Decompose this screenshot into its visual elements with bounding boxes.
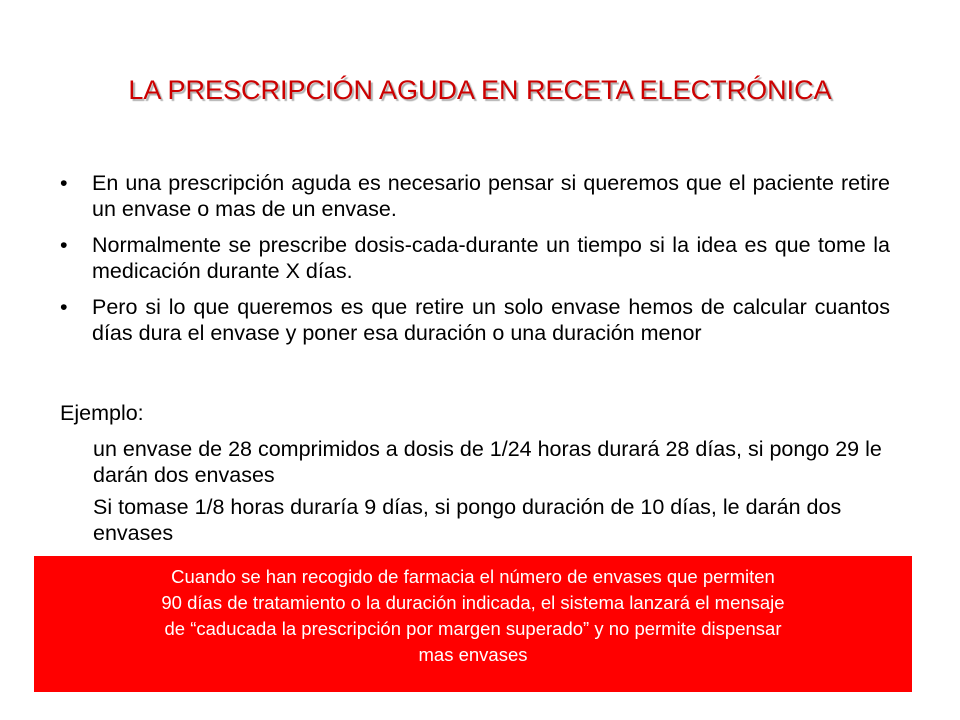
slide-title: LA PRESCRIPCIÓN AGUDA EN RECETA ELECTRÓNICA (128, 75, 832, 105)
bullet-item (60, 294, 890, 346)
bullet-item (60, 170, 890, 222)
alert-line: 90 días de tratamiento o la duración indicada, el sistema lanzará el mensaje (161, 592, 785, 613)
alert-line: mas envases (418, 644, 528, 665)
bullet-text: Normalmente se prescribe dosis-cada-durante un tiempo si la idea es que tome la medicación durante X días. (92, 233, 890, 283)
bullet-item (60, 232, 890, 284)
example-line: un envase de 28 comprimidos a dosis de 1/24 horas durará 28 días, si pongo 29 le darán dos envases (93, 437, 882, 487)
example-line: Si tomase 1/8 horas duraría 9 días, si pongo duración de 10 días, le darán dos envases (93, 495, 842, 545)
bullet-text: En una prescripción aguda es necesario pensar si queremos que el paciente retire un envase o mas de un envase. (92, 171, 890, 221)
bullet-dot: • (60, 295, 68, 319)
bullet-list (60, 170, 890, 356)
example-block (93, 436, 893, 552)
bullet-text: Pero si lo que queremos es que retire un solo envase hemos de calcular cuantos días dura el envase y poner esa duración o una duración menor (92, 295, 890, 345)
alert-box (34, 556, 912, 692)
example-label: Ejemplo: (60, 401, 144, 425)
alert-line: Cuando se han recogido de farmacia el número de envases que permiten (171, 566, 775, 587)
bullet-dot: • (60, 233, 68, 257)
alert-line: de “caducada la prescripción por margen superado” y no permite dispensar (164, 618, 782, 639)
bullet-dot: • (60, 171, 68, 195)
